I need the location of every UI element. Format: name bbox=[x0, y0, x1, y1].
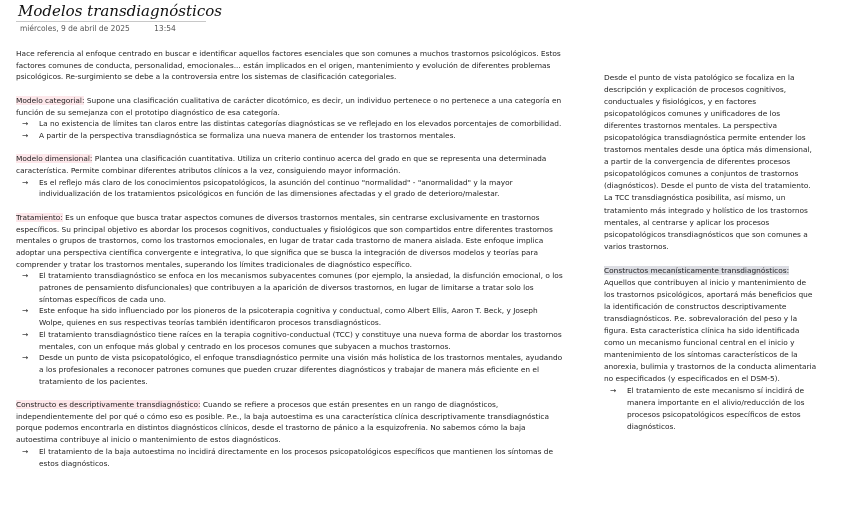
dimensional-bullets bbox=[16, 177, 564, 200]
categorial-heading: Modelo categorial: bbox=[16, 95, 85, 105]
bullet-item: → A partir de la perspectiva transdiagnóstica se formaliza una nueva manera de entender los trastornos mentales. bbox=[16, 130, 564, 142]
descriptivo-heading: Constructo es descriptivamente transdiagnóstico: bbox=[16, 400, 201, 410]
tratamiento-paragraph bbox=[16, 212, 564, 271]
tratamiento-text: Es un enfoque que busca tratar aspectos comunes de diversos trastornos mentales, sin centrarse exclusivamente en trastornos específicos. Su principal objetivo es abordar los procesos cognitivos, conductuales y fisiológicos que son compartidos entre diferentes trastornos mentales o grupos de trastornos, como los trastornos emocionales, en lugar de tratar cada trastorno de manera aislada. Este enfoque implica adoptar una perspectiva científica convergente e integrativa, lo que significa que se busca la integración de diversos modelos y teorías para comprender y tratar los trastornos mentales, superando los límites tradicionales de diagnóstico específico. bbox=[16, 212, 553, 269]
intro-paragraph: Hace referencia al enfoque centrado en buscar e identificar aquellos factores esenciales que son comunes a muchos trastornos psicológicos. Estos factores comunes de conducta, personalidad, emocionales... están implicados en el origen, mantenimiento y evolución de diferentes problemas psicológicos. Re-surgimiento se debe a la controversia entre los sistemas de clasificación categoriales. bbox=[16, 49, 561, 82]
page-title[interactable]: Modelos transdiagnósticos bbox=[18, 2, 222, 20]
bullet-item: → La no existencia de límites tan claros entre las distintas categorías diagnósticas se ve reflejado en los elevados porcentajes de comorbilidad. bbox=[16, 118, 564, 130]
bullet-item: → Es el reflejo más claro de los conocimientos psicopatológicos, la asunción del continuo "normalidad" - "anormalidad" y la mayor individualización de los tratamientos psicológicos en función de las dimensiones afectadas y el grado de deterioro/malestar. bbox=[16, 177, 564, 200]
mecanistico-paragraph bbox=[604, 265, 818, 385]
bullet-item: → El tratamiento de este mecanismo sí incidirá de manera importante en el alivio/reducción de los procesos psicopatológicos específicos de estos diagnósticos. bbox=[604, 385, 818, 433]
bullet-item: → Desde un punto de vista psicopatológico, el enfoque transdiagnóstico permite una visión más holística de los trastornos mentales, ayudando a los profesionales a reconocer patrones comunes que pueden cruzar diferentes diagnósticos y trabajar de manera más eficiente en el tratamiento de los pacientes. bbox=[16, 352, 564, 387]
descriptivo-text: Cuando se refiere a procesos que están presentes en un rango de diagnósticos, independientemente del por qué o cómo eso es posible. P.e., la baja autoestima es una característica clínica descriptivamente transdiagnóstica porque podemos encontrarla en distintos diagnósticos clínicos, desde el trastorno de pánico a la esquizofrenia. No sabemos cómo la baja autoestima contribuye al inicio o mantenimiento de estos diagnósticos. bbox=[16, 400, 550, 445]
bullet-item: → Este enfoque ha sido influenciado por los pioneros de la psicoterapia cognitiva y conductual, como Albert Ellis, Aaron T. Beck, y Joseph Wolpe, quienes en sus respectivas teorías también identificaron procesos transdiagnósticos. bbox=[16, 305, 564, 328]
patologico-paragraph: Desde el punto de vista patológico se focaliza en la descripción y explicación de procesos cognitivos, conductuales y fisiológicos, y en factores psicopatológicos comunes y unificadores de los diferentes trastornos mentales. La perspectiva psicopatológica transdiagnóstica permite entender los trastornos mentales desde una óptica más dimensional, a partir de la convergencia de diferentes procesos psicopatológicos comunes a conjuntos de trastornos (diagnósticos). Desde el punto de vista del tratamiento. La TCC transdiagnóstica posibilita, así mismo, un tratamiento más integrado y holístico de los trastornos mentales, al centrarse y aplicar los procesos psicopatológicos transdiagnósticos que son comunes a varios trastornos. bbox=[604, 73, 812, 251]
dimensional-text: Plantea una clasificación cuantitativa. Utiliza un criterio continuo acerca del grado en que se representa una determinada característica. Permite combinar diferentes atributos clínicos a la vez, consiguiendo mayor información. bbox=[16, 154, 547, 175]
mecanistico-text: Aquellos que contribuyen al inicio y mantenimiento de los trastornos psicológicos, aportará más beneficios que la identificación de constructos descriptivamente transdiagnósticos. P.e. sobrevaloración del peso y la figura. Esta característica clínica ha sido identificada como un mecanismo funcional central en el inicio y mantenimiento de los síntomas característicos de la anorexia, bulimia y trastornos de la conducta alimentaria no especificados (y especificados en el DSM-5). bbox=[604, 277, 817, 384]
page-time: 13:54 bbox=[154, 24, 176, 33]
side-note-container[interactable] bbox=[604, 72, 818, 433]
tratamiento-heading: Tratamiento: bbox=[16, 212, 63, 222]
mecanistico-heading: Constructos mecanísticamente transdiagnósticos: bbox=[604, 265, 790, 275]
page-date: miércoles, 9 de abril de 2025 bbox=[20, 24, 130, 33]
descriptivo-paragraph bbox=[16, 399, 564, 446]
dimensional-heading: Modelo dimensional: bbox=[16, 154, 93, 164]
categorial-paragraph bbox=[16, 95, 564, 118]
descriptivo-bullets bbox=[16, 446, 564, 469]
tratamiento-bullets bbox=[16, 270, 564, 387]
categorial-text: Supone una clasificación cualitativa de carácter dicotómico, es decir, un individuo pertenece o no pertenece a una categoría en función de su semejanza con el prototipo diagnóstico de esa categoría. bbox=[16, 95, 562, 117]
main-note-container[interactable] bbox=[16, 48, 564, 469]
bullet-item: → El tratamiento de la baja autoestima no incidirá directamente en los procesos psicopatológicos específicos que mantienen los síntomas de estos diagnósticos. bbox=[16, 446, 564, 469]
bullet-item: → El tratamiento transdiagnóstico se enfoca en los mecanismos subyacentes comunes (por ejemplo, la ansiedad, la disfunción emocional, o los patrones de pensamiento disfuncionales) que contribuyen a la aparición de diversos trastornos, en lugar de limitarse a tratar solo los síntomas específicos de cada uno. bbox=[16, 270, 564, 305]
categorial-bullets bbox=[16, 118, 564, 141]
page-meta bbox=[20, 24, 176, 33]
dimensional-paragraph bbox=[16, 153, 564, 176]
title-divider bbox=[16, 21, 206, 22]
mecanistico-bullets bbox=[604, 385, 818, 433]
bullet-item: → El tratamiento transdiagnóstico tiene raíces en la terapia cognitivo-conductual (TCC) y constituye una nueva forma de abordar los trastornos mentales, con un enfoque más global y centrado en los procesos comunes que subyacen a muchos trastornos. bbox=[16, 329, 564, 352]
